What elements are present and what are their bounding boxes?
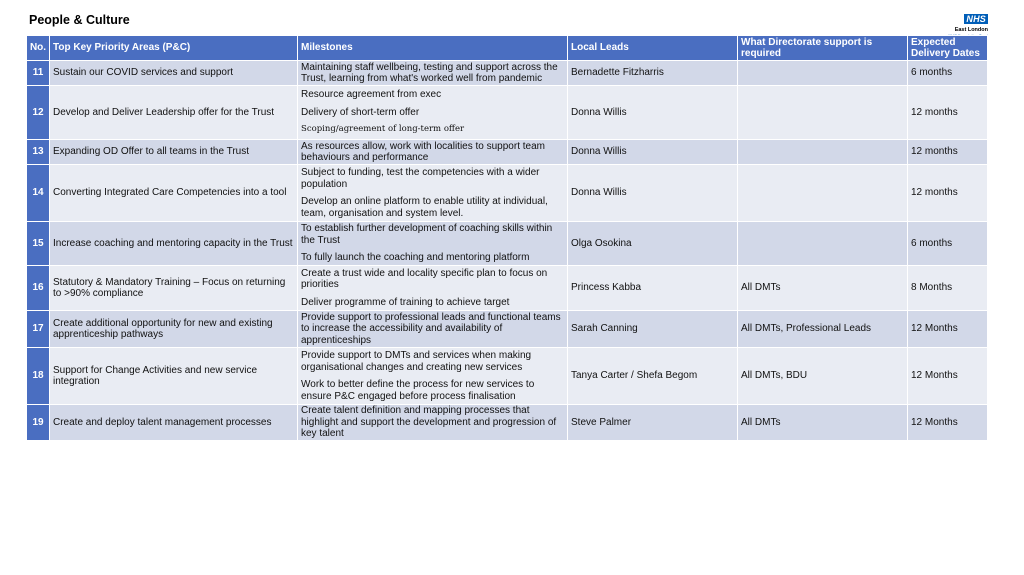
- priority-area: Expanding OD Offer to all teams in the Trust: [50, 140, 298, 165]
- delivery-date: 12 Months: [908, 348, 988, 405]
- row-number: 11: [27, 61, 50, 86]
- directorate-support: [738, 140, 908, 165]
- delivery-date: 12 months: [908, 86, 988, 140]
- milestone-item: Maintaining staff wellbeing, testing and support across the Trust, learning from what's worked well from pandemic: [301, 61, 558, 84]
- milestone-item: Subject to funding, test the competencies with a wider population: [301, 167, 540, 190]
- milestone-item: Create a trust wide and locality specific plan to focus on priorities: [301, 267, 548, 291]
- delivery-date: 6 months: [908, 61, 988, 86]
- directorate-support: All DMTs, BDU: [738, 348, 908, 405]
- delivery-date: 12 Months: [908, 405, 988, 441]
- milestone-item: Provide support to professional leads and functional teams to increase the accessibility and availability of apprenticeships: [301, 311, 561, 346]
- header-no: No.: [27, 36, 50, 61]
- table-row: [27, 311, 988, 348]
- milestone-item: Resource agreement from exec: [301, 89, 442, 101]
- local-lead: Tanya Carter / Shefa Begom: [568, 348, 738, 405]
- milestones-cell: [298, 311, 568, 348]
- milestone-item: Scoping/agreement of long-term offer: [301, 124, 465, 135]
- header-priority: Top Key Priority Areas (P&C): [50, 36, 298, 61]
- local-lead: Steve Palmer: [568, 405, 738, 441]
- delivery-date: 6 months: [908, 222, 988, 266]
- milestones-cell: [298, 140, 568, 165]
- table-row: [27, 266, 988, 311]
- row-number: 16: [27, 266, 50, 311]
- milestones-cell: [298, 348, 568, 405]
- table-row: [27, 348, 988, 405]
- row-number: 17: [27, 311, 50, 348]
- priorities-table: [26, 35, 988, 441]
- row-number: 12: [27, 86, 50, 140]
- row-number: 14: [27, 165, 50, 222]
- local-lead: Princess Kabba: [568, 266, 738, 311]
- header-dates: Expected Delivery Dates: [908, 36, 988, 61]
- local-lead: Olga Osokina: [568, 222, 738, 266]
- table-row: [27, 405, 988, 441]
- local-lead: Donna Willis: [568, 86, 738, 140]
- priority-area: Develop and Deliver Leadership offer for the Trust: [50, 86, 298, 140]
- table-row: [27, 222, 988, 266]
- table-row: [27, 165, 988, 222]
- directorate-support: [738, 165, 908, 222]
- milestone-item: To fully launch the coaching and mentoring platform: [301, 252, 530, 264]
- delivery-date: 12 Months: [908, 311, 988, 348]
- priority-area: Converting Integrated Care Competencies into a tool: [50, 165, 298, 222]
- directorate-support: [738, 86, 908, 140]
- delivery-date: 8 Months: [908, 266, 988, 311]
- milestone-item: To establish further development of coaching skills within the Trust: [301, 223, 553, 246]
- nhs-logo: [946, 9, 988, 33]
- table-row: [27, 86, 988, 140]
- milestone-item: As resources allow, work with localities to support team behaviours and performance: [301, 140, 545, 163]
- milestone-item: Work to better define the process for new services to ensure P&C engaged before process finalisation: [301, 379, 535, 402]
- milestone-item: Deliver programme of training to achieve target: [301, 296, 510, 308]
- directorate-support: [738, 61, 908, 86]
- local-lead: Donna Willis: [568, 140, 738, 165]
- table-row: [27, 140, 988, 165]
- priority-area: Sustain our COVID services and support: [50, 61, 298, 86]
- header-support: What Directorate support is required: [738, 36, 908, 61]
- directorate-support: All DMTs, Professional Leads: [738, 311, 908, 348]
- row-number: 18: [27, 348, 50, 405]
- row-number: 15: [27, 222, 50, 266]
- priority-area: Statutory & Mandatory Training – Focus on returning to >90% compliance: [50, 266, 298, 311]
- header-leads: Local Leads: [568, 36, 738, 61]
- milestones-cell: [298, 86, 568, 140]
- milestone-item: Provide support to DMTs and services when making organisational changes and creating new services: [301, 350, 532, 373]
- priority-area: Create additional opportunity for new and existing apprenticeship pathways: [50, 311, 298, 348]
- table-header-row: [27, 36, 988, 61]
- org-name: East London: [954, 27, 988, 33]
- directorate-support: [738, 222, 908, 266]
- directorate-support: All DMTs: [738, 405, 908, 441]
- priority-area: Increase coaching and mentoring capacity in the Trust: [50, 222, 298, 266]
- milestone-item: Create talent definition and mapping processes that highlight and support the development and progression of key talent: [301, 405, 557, 439]
- milestones-cell: [298, 222, 568, 266]
- milestones-cell: [298, 61, 568, 86]
- table-row: [27, 61, 988, 86]
- header-milestones: Milestones: [298, 36, 568, 61]
- row-number: 13: [27, 140, 50, 165]
- nhs-badge: NHS: [966, 14, 986, 24]
- local-lead: Sarah Canning: [568, 311, 738, 348]
- milestones-cell: [298, 405, 568, 441]
- milestones-cell: [298, 165, 568, 222]
- milestone-item: Delivery of short-term offer: [301, 106, 420, 118]
- local-lead: Bernadette Fitzharris: [568, 61, 738, 86]
- milestone-item: Develop an online platform to enable utility at individual, team, organisation and system level.: [301, 196, 548, 219]
- local-lead: Donna Willis: [568, 165, 738, 222]
- milestones-cell: [298, 266, 568, 311]
- delivery-date: 12 months: [908, 165, 988, 222]
- priority-area: Create and deploy talent management processes: [50, 405, 298, 441]
- row-number: 19: [27, 405, 50, 441]
- directorate-support: All DMTs: [738, 266, 908, 311]
- delivery-date: 12 months: [908, 140, 988, 165]
- page-title: People & Culture: [29, 13, 130, 27]
- priority-area: Support for Change Activities and new service integration: [50, 348, 298, 405]
